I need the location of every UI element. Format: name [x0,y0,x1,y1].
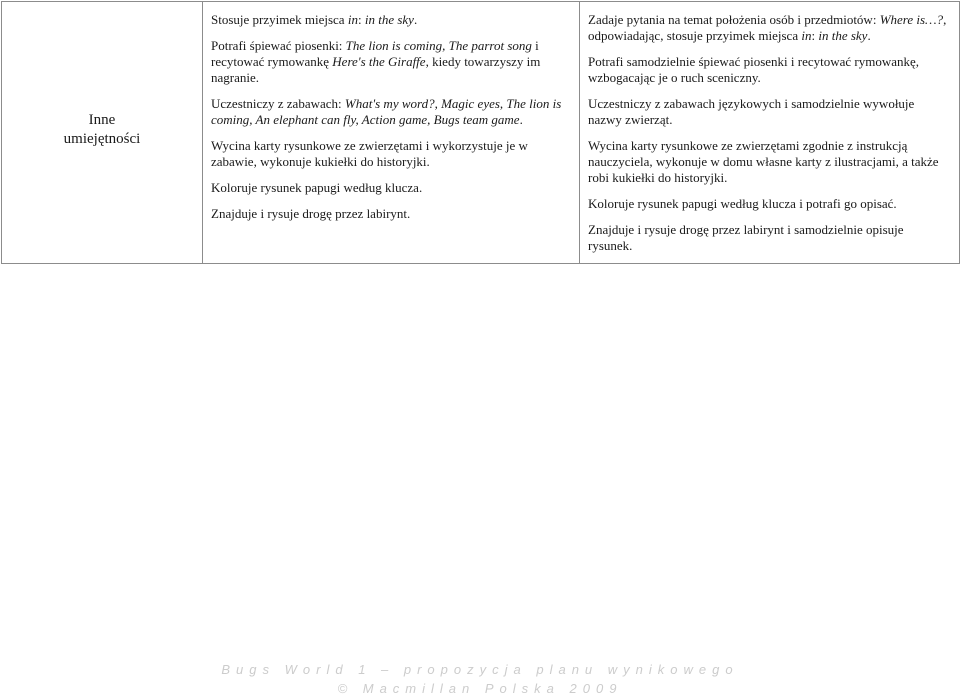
list-item: Uczestniczy z zabawach językowych i samodzielnie wywołuje nazwy zwierząt. [588,96,915,127]
list-item: Znajduje i rysuje drogę przez labirynt. [211,206,411,221]
basic-requirements-cell [203,2,580,264]
list-item: Uczestniczy z zabawach: What's my word?, Magic eyes, The lion is coming, An elephant can fly, Action game, Bugs team game. [211,96,562,127]
category-line-2: umiejętności [63,130,141,147]
list-item: Koloruje rysunek papugi według klucza. [211,180,423,195]
requirements-table [1,1,960,264]
list-item: Koloruje rysunek papugi według klucza i potrafi go opisać. [588,196,897,211]
extended-requirements-cell [580,2,960,264]
list-item: Stosuje przyimek miejsca in: in the sky. [211,12,418,27]
list-item: Zadaje pytania na temat położenia osób i przedmiotów: Where is…?, odpowiadając, stosuje przyimek miejsca in: in the sky. [588,12,947,43]
list-item: Potrafi śpiewać piosenki: The lion is coming, The parrot song i recytować rymowankę Here's the Giraffe, kiedy towarzyszy im nagranie. [211,38,541,85]
footer-title: Bugs World 1 – propozycja planu wynikowego [221,662,739,677]
list-item: Potrafi samodzielnie śpiewać piosenki i recytować rymowankę, wzbogacając je o ruch sceniczny. [588,54,920,85]
category-line-1: Inne [88,111,116,128]
list-item: Wycina karty rysunkowe ze zwierzętami i wykorzystuje je w zabawie, wykonuje kukiełki do historyjki. [211,138,528,169]
footer-copyright: © Macmillan Polska 2009 [337,681,623,696]
category-cell [2,2,203,264]
table-row [2,2,960,264]
list-item: Wycina karty rysunkowe ze zwierzętami zgodnie z instrukcją nauczyciela, wykonuje w domu własne karty z ilustracjami, a także robi kukiełki do historyjki. [588,138,939,185]
list-item: Znajduje i rysuje drogę przez labirynt i samodzielnie opisuje rysunek. [588,222,904,253]
